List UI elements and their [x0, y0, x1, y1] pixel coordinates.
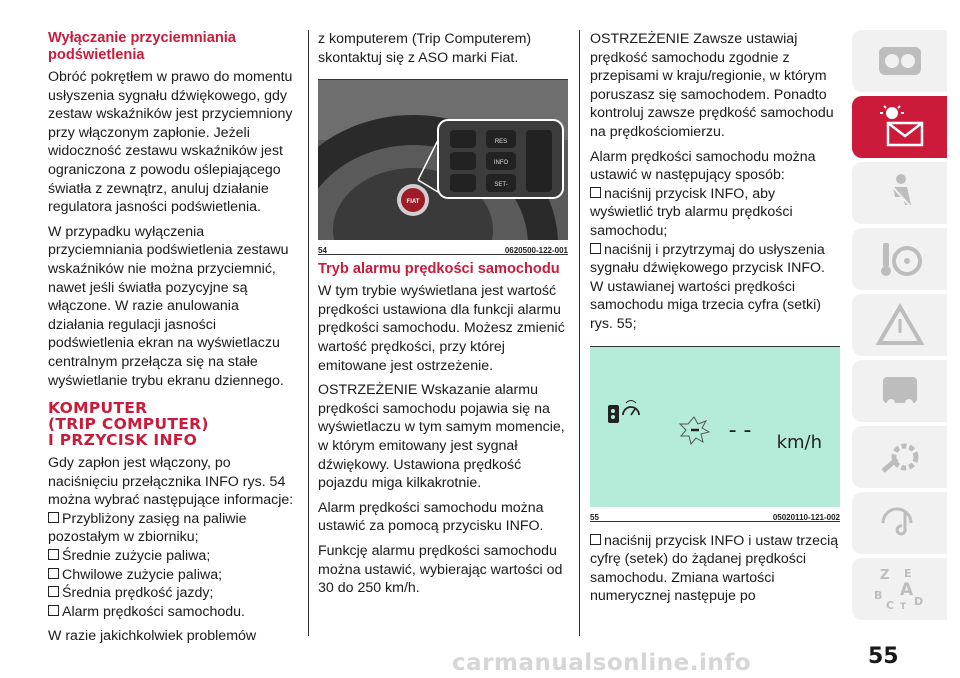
paragraph: Alarm prędkości samochodu można ustawić za pomocą przycisku INFO. — [318, 499, 544, 535]
display-dashes: - - — [728, 417, 752, 443]
paragraph: OSTRZEŻENIE Wskazanie alarmu prędkości samochodu pojawia się na wyświetlaczu w tym samym momencie, w którym emitowany jest sygnał dźwiękowy. Ustawiona prędkość pojazdu miga kilkakrotnie. — [318, 382, 565, 492]
page-number: 55 — [868, 644, 899, 669]
paragraph: W przypadku wyłączenia przyciemniania podświetlenia zestawu wskaźników nie można przyciemnić, nawet jeśli światła pozycyjne są włączone. W razie anulowania działania regulacji jasności podświetlenia ekran na wyświetlaczu centralnym przełącza się na stałe wyświetlanie trybu ekranu dziennego. — [48, 223, 289, 389]
fiat-logo-text: FIAT — [406, 199, 420, 206]
list-item — [48, 603, 298, 622]
sidebar-item-multimedia[interactable] — [852, 492, 947, 554]
paragraph: Alarm prędkości samochodu można ustawić w następujący sposób: — [590, 148, 816, 184]
column-divider — [308, 30, 309, 636]
list-item — [48, 510, 298, 547]
sidebar-item-maintenance[interactable] — [852, 360, 947, 422]
sidebar-item-technical[interactable] — [852, 426, 947, 488]
paragraph: Funkcję alarmu prędkości samochodu można ustawić, wybierając wartości od 30 do 250 km/h. — [318, 542, 563, 597]
chapter-sidebar — [852, 30, 947, 624]
list-item-text: Chwilowe zużycie paliwa; — [62, 566, 223, 583]
figure-code: 05020110-121-002 — [772, 512, 840, 522]
seat-safety-icon — [875, 171, 925, 215]
index-icon — [870, 565, 930, 613]
media-icon — [875, 501, 925, 545]
bullet-list — [48, 510, 298, 622]
section-heading-line: I PRZYCISK INFO — [48, 431, 198, 450]
figure-code: 0620500-122-001 — [504, 246, 568, 256]
index-letter: E — [903, 567, 912, 580]
tools-icon — [875, 435, 925, 479]
section-heading-line: (TRIP COMPUTER) — [48, 415, 209, 434]
bullet-box-icon — [48, 549, 59, 560]
list-item-text: naciśnij przycisk INFO, aby wyświetlić tryb alarmu prędkości samochodu; — [590, 185, 793, 239]
watermark: carmanualsonline.info — [452, 650, 752, 676]
index-letter: T — [899, 602, 906, 612]
sidebar-item-warning-lights[interactable] — [852, 96, 947, 158]
paragraph: W tym trybie wyświetlana jest wartość prędkości ustawiona dla funkcji alarmu prędkości samochodu. Możesz zmienić wartość prędkości, przy której emitowane jest ostrzeżenie. — [318, 283, 565, 374]
figure-55 — [590, 346, 840, 522]
figure-number: 55 — [590, 512, 599, 522]
figure-number: 54 — [318, 246, 327, 256]
heading-speed-alarm: Tryb alarmu prędkości samochodu — [318, 261, 560, 278]
list-item — [48, 566, 298, 585]
speed-alarm-display — [590, 347, 840, 507]
list-item-text: Średnia prędkość jazdy; — [62, 585, 214, 602]
section-heading-line: KOMPUTER — [48, 399, 148, 418]
column-3 — [590, 30, 840, 606]
hazard-triangle-icon — [875, 303, 925, 347]
list-item — [590, 241, 840, 278]
alarm-indicator-icon — [608, 405, 619, 423]
list-item — [590, 185, 840, 241]
button-label: RES — [494, 139, 508, 146]
list-item-text: Alarm prędkości samochodu. — [62, 603, 245, 620]
list-item — [48, 547, 298, 566]
display-unit: km/h — [776, 431, 822, 453]
steering-wheel-photo — [318, 80, 568, 240]
sidebar-item-index[interactable] — [852, 558, 947, 620]
paragraph: z komputerem (Trip Computerem) skontaktuj się z ASO marki Fiat. — [318, 31, 532, 66]
index-letter: Z — [879, 568, 889, 583]
service-car-icon — [875, 369, 925, 413]
list-item-text: Przybliżony zasięg na paliwie pozostałym w zbiorniku; — [48, 510, 247, 546]
bullet-box-icon — [590, 187, 601, 198]
list-item-text: naciśnij i przytrzymaj do usłyszenia sygnału dźwiękowego przycisk INFO. — [590, 241, 825, 277]
sidebar-item-starting[interactable] — [852, 228, 947, 290]
figure-caption — [590, 507, 840, 521]
sidebar-item-dashboard[interactable] — [852, 30, 947, 92]
column-divider — [579, 30, 580, 636]
paragraph: Obróć pokrętłem w prawo do momentu usłyszenia sygnału dźwiękowego, gdy zestaw wskaźników jest przyciemniony przy włączonym zapłonie. Jeżeli widoczność zestawu wskaźników jest ograniczona z powodu oślepiającego światła z zewnątrz, anuluj działanie regulatora jasności podświetlenia. — [48, 69, 293, 216]
bullet-box-icon — [590, 243, 601, 254]
paragraph: Gdy zapłon jest włączony, po naciśnięciu przełącznika INFO rys. 54 można wybrać następujące informacje: — [48, 455, 294, 509]
index-letter: C — [885, 599, 894, 612]
warning-lights-icon — [870, 103, 930, 151]
dashboard-icon — [875, 41, 925, 81]
list-item-text: Średnie zużycie paliwa; — [62, 548, 211, 565]
button-label: SET- — [494, 182, 508, 189]
paragraph: W ustawianej wartości prędkości samochodu miga trzecia cyfra (setki) rys. 55; — [590, 278, 822, 332]
list-item — [590, 532, 840, 606]
paragraph: OSTRZEŻENIE Zawsze ustawiaj prędkość samochodu zgodnie z przepisami w kraju/regionie, w którym poruszasz się samochodem. Ponadto kontroluj zawsze prędkość samochodu na prędkościomierzu. — [590, 31, 834, 140]
sidebar-item-emergency[interactable] — [852, 294, 947, 356]
list-item — [48, 584, 298, 603]
column-2 — [318, 30, 568, 604]
index-letter: A — [899, 580, 913, 600]
column-1 — [48, 30, 298, 652]
index-letter: B — [873, 589, 882, 602]
bullet-box-icon — [590, 534, 601, 545]
figure-caption — [318, 240, 568, 254]
sidebar-item-safety[interactable] — [852, 162, 947, 224]
bullet-box-icon — [48, 586, 59, 597]
bullet-box-icon — [48, 605, 59, 616]
bullet-box-icon — [48, 512, 59, 523]
section-heading-trip-computer — [48, 400, 298, 448]
figure-54 — [318, 79, 568, 255]
button-label: INFO — [493, 160, 509, 167]
list-item-text: naciśnij przycisk INFO i ustaw trzecią cyfrę (setek) do żądanej prędkości samochodu. Zmiana wartości numerycznej następuje po — [590, 532, 839, 605]
paragraph: W razie jakichkolwiek problemów — [48, 628, 257, 645]
key-steering-icon — [875, 237, 925, 281]
bullet-box-icon — [48, 568, 59, 579]
heading-dimming-off: Wyłączanie przyciemniania podświetlenia — [48, 30, 236, 63]
index-letter: D — [913, 595, 923, 608]
